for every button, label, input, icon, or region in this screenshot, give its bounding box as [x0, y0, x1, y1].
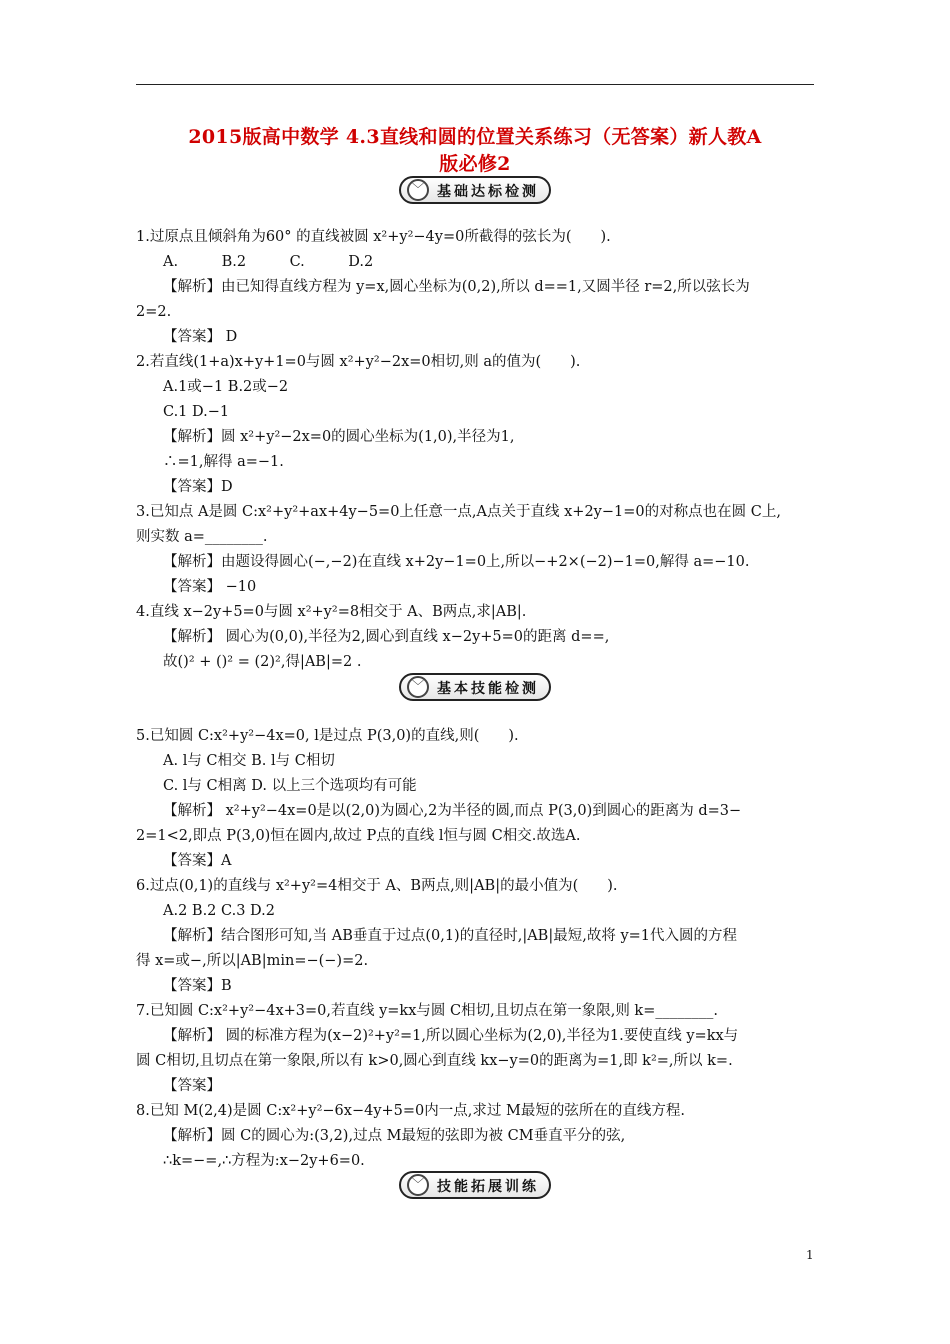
section-label: 基本技能检测: [437, 681, 539, 697]
question-1-solution: 【解析】由已知得直线方程为 y=x,圆心坐标为(0,2),所以 d==1,又圆半径 r=2,所以弦长为: [163, 279, 750, 295]
header-rule: [136, 84, 814, 85]
question-6-solution-cont: 得 x=或−,所以|AB|min=−(−)=2.: [136, 953, 369, 969]
question-5: 5.已知圆 C:x²+y²−4x=0, l是过点 P(3,0)的直线,则( ).: [136, 728, 519, 744]
question-4-solution-cont: 故()² + ()² = (2)²,得|AB|=2 .: [163, 654, 362, 670]
question-3: 3.已知点 A是圆 C:x²+y²+ax+4y−5=0上任意一点,A点关于直线 x+2y−1=0的对称点也在圆 C上,: [136, 504, 781, 520]
question-5-answer: 【答案】A: [163, 853, 232, 869]
section-badge-basic: [399, 176, 551, 204]
title-line-1: 2015版高中数学 4.3直线和圆的位置关系练习（无答案）新人教A: [188, 126, 762, 148]
question-5-options-a: A. l与 C相交 B. l与 C相切: [163, 753, 335, 769]
question-2-options-b: C.1 D.−1: [163, 404, 230, 420]
question-2-options-a: A.1或−1 B.2或−2: [163, 379, 289, 395]
question-5-solution-cont: 2=1<2,即点 P(3,0)恒在圆内,故过 P点的直线 l恒与圆 C相交.故选A.: [136, 828, 581, 844]
document-title: [136, 124, 814, 178]
chevron-down-icon: ﹀: [407, 179, 429, 201]
question-7-answer: 【答案】: [163, 1078, 221, 1094]
question-1-solution-cont: 2=2.: [136, 304, 172, 320]
question-1-answer: 【答案】 D: [163, 329, 238, 345]
question-1-options: A. B.2 C. D.2: [163, 254, 374, 270]
question-1: 1.过原点且倾斜角为60° 的直线被圆 x²+y²−4y=0所截得的弦长为( ).: [136, 229, 611, 245]
question-7: 7.已知圆 C:x²+y²−4x+3=0,若直线 y=kx与圆 C相切,且切点在第一象限,则 k=________.: [136, 1003, 718, 1019]
question-8-solution: 【解析】圆 C的圆心为:(3,2),过点 M最短的弦即为被 CM垂直平分的弦,: [163, 1128, 626, 1144]
question-2-solution: 【解析】圆 x²+y²−2x=0的圆心坐标为(1,0),半径为1,: [163, 429, 515, 445]
question-5-solution: 【解析】 x²+y²−4x=0是以(2,0)为圆心,2为半径的圆,而点 P(3,0)到圆心的距离为 d=3−: [163, 803, 742, 819]
question-3-solution: 【解析】由题设得圆心(−,−2)在直线 x+2y−1=0上,所以−+2×(−2)−1=0,解得 a=−10.: [163, 554, 750, 570]
question-6-solution: 【解析】结合图形可知,当 AB垂直于过点(0,1)的直径时,|AB|最短,故将 y=1代入圆的方程: [163, 928, 738, 944]
section-badge-skill: [399, 673, 551, 701]
page-number: 1: [806, 1248, 814, 1262]
question-7-solution-cont: 圆 C相切,且切点在第一象限,所以有 k>0,圆心到直线 kx−y=0的距离为=1,即 k²=,所以 k=.: [136, 1053, 733, 1069]
question-3-answer: 【答案】 −10: [163, 579, 257, 595]
title-line-2: 版必修2: [439, 153, 511, 175]
question-7-solution: 【解析】 圆的标准方程为(x−2)²+y²=1,所以圆心坐标为(2,0),半径为1.要使直线 y=kx与: [163, 1028, 739, 1044]
section-label: 基础达标检测: [437, 184, 539, 200]
question-4: 4.直线 x−2y+5=0与圆 x²+y²=8相交于 A、B两点,求|AB|.: [136, 604, 527, 620]
question-2: 2.若直线(1+a)x+y+1=0与圆 x²+y²−2x=0相切,则 a的值为( ).: [136, 354, 581, 370]
question-2-answer: 【答案】D: [163, 479, 233, 495]
section-label: 技能拓展训练: [437, 1179, 539, 1195]
chevron-down-icon: ﹀: [407, 1174, 429, 1196]
section-badge-extend: [399, 1171, 551, 1199]
question-6-options: A.2 B.2 C.3 D.2: [163, 903, 275, 919]
question-2-solution-cont: ∴=1,解得 a=−1.: [163, 454, 284, 470]
question-5-options-b: C. l与 C相离 D. 以上三个选项均有可能: [163, 778, 417, 794]
question-6-answer: 【答案】B: [163, 978, 232, 994]
question-6: 6.过点(0,1)的直线与 x²+y²=4相交于 A、B两点,则|AB|的最小值为( ).: [136, 878, 618, 894]
chevron-down-icon: ﹀: [407, 676, 429, 698]
question-8-solution-cont: ∴k=−=,∴方程为:x−2y+6=0.: [163, 1153, 365, 1169]
question-8: 8.已知 M(2,4)是圆 C:x²+y²−6x−4y+5=0内一点,求过 M最短的弦所在的直线方程.: [136, 1103, 685, 1119]
question-3-cont: 则实数 a=________.: [136, 529, 268, 545]
question-4-solution: 【解析】 圆心为(0,0),半径为2,圆心到直线 x−2y+5=0的距离 d==,: [163, 629, 610, 645]
